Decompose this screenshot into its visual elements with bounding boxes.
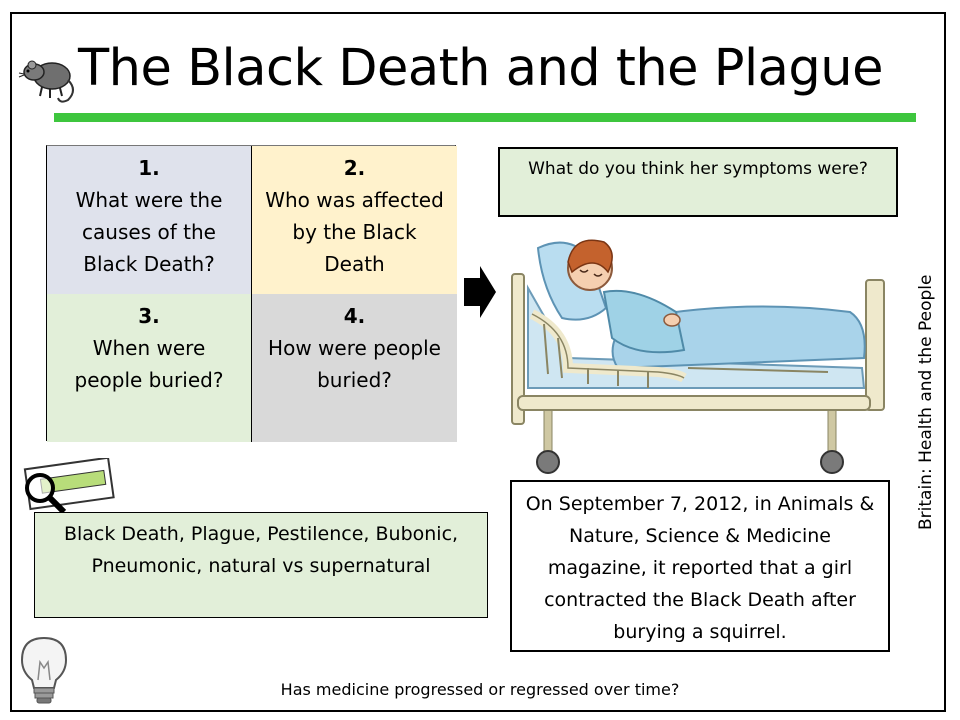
hospital-bed-illustration <box>508 228 890 480</box>
question-cell-4 <box>252 294 457 442</box>
question-number: 1. <box>138 156 160 180</box>
question-number: 3. <box>138 304 160 328</box>
question-grid <box>46 145 456 441</box>
bottom-question: Has medicine progressed or regressed over time? <box>280 680 680 699</box>
keywords-magnifier-icon <box>14 458 116 520</box>
question-text: When were people buried? <box>74 336 224 392</box>
question-cell-2 <box>252 146 457 294</box>
question-cell-3 <box>47 294 252 442</box>
symptoms-prompt: What do you think her symptoms were? <box>498 147 898 217</box>
question-text: How were people buried? <box>268 336 441 392</box>
keywords-box: Black Death, Plague, Pestilence, Bubonic, Pneumonic, natural vs supernatural <box>34 512 488 618</box>
question-text: Who was affected by the Black Death <box>265 188 444 276</box>
rat-icon <box>18 46 80 106</box>
arrow-right-icon <box>462 264 498 320</box>
question-text: What were the causes of the Black Death? <box>75 188 223 276</box>
question-cell-1 <box>47 146 252 294</box>
news-box: On September 7, 2012, in Animals & Nature, Science & Medicine magazine, it reported that a girl contracted the Black Death after burying a squirrel. <box>510 480 890 652</box>
title-underline <box>54 113 916 122</box>
question-number: 4. <box>343 304 366 328</box>
question-number: 2. <box>343 156 366 180</box>
course-side-label: Britain: Health and the People <box>916 274 936 530</box>
lightbulb-icon <box>14 634 74 706</box>
page-title: The Black Death and the Plague <box>78 39 884 98</box>
